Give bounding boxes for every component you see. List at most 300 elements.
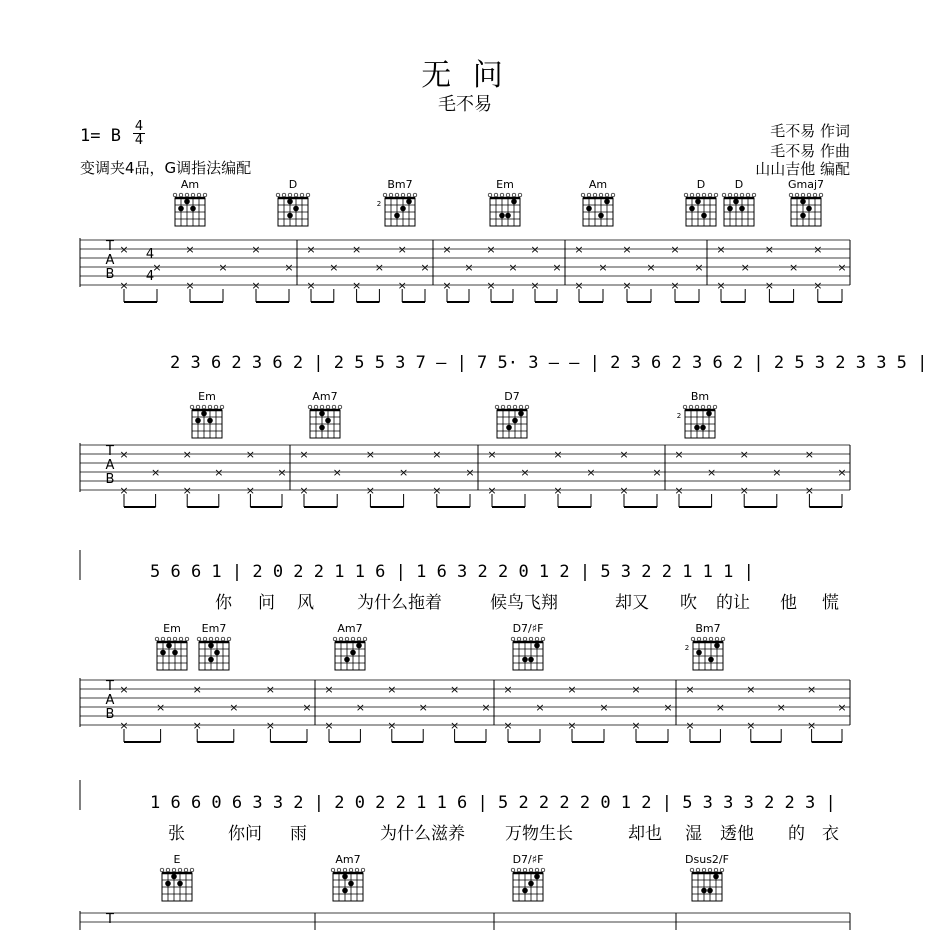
finger-dot (714, 643, 720, 649)
open-string-marker (383, 193, 387, 197)
tab-time-bottom: 4 (145, 269, 155, 284)
finger-dot (184, 199, 190, 205)
tab-mute-x: × (740, 261, 750, 274)
open-string-marker (300, 193, 304, 197)
chord-diagram (377, 178, 417, 226)
finger-dot (342, 874, 348, 880)
open-string-marker (541, 868, 545, 872)
open-string-marker (507, 405, 511, 409)
tab-letter: B (105, 267, 115, 282)
finger-dot (190, 206, 196, 212)
tab-mute-x: × (299, 448, 309, 461)
open-string-marker (173, 193, 177, 197)
tab-mute-x: × (631, 719, 641, 732)
tab-mute-x: × (265, 683, 276, 696)
open-string-marker (214, 405, 218, 409)
tab-mute-x: × (351, 279, 362, 292)
open-string-marker (166, 868, 170, 872)
chord-name: Am (180, 178, 200, 191)
finger-dot (165, 881, 171, 887)
tab-mute-x: × (398, 466, 409, 479)
tab-mute-x: × (837, 466, 847, 479)
open-string-marker (338, 405, 342, 409)
open-string-marker (355, 868, 359, 872)
tab-mute-x: × (746, 683, 756, 696)
open-string-marker (500, 193, 504, 197)
open-string-marker (819, 193, 823, 197)
finger-dot (708, 657, 714, 663)
open-string-marker (190, 868, 194, 872)
finger-dot (701, 213, 707, 219)
open-string-marker (690, 193, 694, 197)
finger-dot (512, 418, 518, 424)
open-string-marker (721, 637, 725, 641)
finger-dot (534, 643, 540, 649)
tab-mute-x: × (670, 243, 680, 256)
tab-letter: T (106, 444, 114, 459)
finger-dot (800, 199, 806, 205)
open-string-marker (708, 193, 712, 197)
chord-name: Am (588, 178, 608, 191)
tab-mute-x: × (670, 279, 680, 292)
open-string-marker (695, 405, 699, 409)
credit-arranger: 山山吉他 编配 (755, 160, 850, 178)
tab-letter: T (106, 679, 114, 694)
finger-dot (499, 213, 505, 219)
tab-mute-x: × (619, 448, 629, 461)
lyric-text: 为什么滋养 (380, 824, 465, 844)
finger-dot (325, 418, 331, 424)
open-string-marker (696, 193, 700, 197)
open-string-marker (191, 193, 195, 197)
finger-dot (356, 643, 362, 649)
finger-dot (800, 213, 806, 219)
open-string-marker (227, 637, 231, 641)
finger-dot (214, 650, 220, 656)
finger-dot (689, 206, 695, 212)
chord-fret-number: 2 (676, 412, 682, 420)
open-string-marker (339, 637, 343, 641)
open-string-marker (333, 637, 337, 641)
finger-dot (344, 657, 350, 663)
finger-dot (806, 206, 812, 212)
lyric-text: 你问 (228, 824, 262, 844)
open-string-marker (715, 637, 719, 641)
finger-dot (319, 425, 325, 431)
tab-mute-x: × (652, 466, 662, 479)
finger-dot (604, 199, 610, 205)
chord-name: Am7 (337, 622, 363, 635)
open-string-marker (160, 868, 164, 872)
tab-mute-x: × (535, 701, 545, 714)
open-string-marker (326, 405, 330, 409)
tab-mute-x: × (567, 719, 577, 732)
tab-mute-x: × (804, 484, 815, 497)
chord-diagram (197, 622, 231, 670)
tab-mute-x: × (694, 261, 704, 274)
open-string-marker (684, 193, 688, 197)
open-string-marker (683, 405, 687, 409)
open-string-marker (511, 868, 515, 872)
tab-mute-x: × (119, 243, 129, 256)
chord-diagram (511, 853, 545, 901)
tab-mute-x: × (119, 279, 129, 292)
open-string-marker (332, 405, 336, 409)
finger-dot (400, 206, 406, 212)
tab-mute-x: × (739, 448, 749, 461)
tab-mute-x: × (119, 683, 129, 696)
open-string-marker (407, 193, 411, 197)
lyric-text: 为什么拖着 (357, 593, 442, 613)
tab-mute-x: × (685, 683, 695, 696)
chord-name: Am7 (312, 390, 338, 403)
tab-mute-x: × (716, 243, 726, 256)
lyric-text: 风 (297, 593, 314, 613)
finger-dot (518, 411, 524, 417)
open-string-marker (517, 637, 521, 641)
tab-mute-x: × (119, 484, 129, 497)
open-string-marker (605, 193, 609, 197)
open-string-marker (288, 193, 292, 197)
tab-mute-x: × (487, 484, 497, 497)
tab-mute-x: × (503, 683, 513, 696)
chord-name: D (288, 178, 298, 191)
open-string-marker (518, 193, 522, 197)
tab-letter: A (105, 458, 115, 473)
tab-mute-x: × (706, 466, 717, 479)
lyric-text: 慌 (822, 593, 839, 613)
tab-mute-x: × (251, 279, 261, 292)
tab-mute-x: × (685, 719, 695, 732)
tab-mute-x: × (332, 466, 342, 479)
open-string-marker (221, 637, 225, 641)
tab-mute-x: × (324, 719, 334, 732)
chord-name: Em (163, 622, 181, 635)
tab-mute-x: × (365, 484, 376, 497)
tab-mute-x: × (374, 261, 385, 274)
tab-mute-x: × (302, 701, 312, 714)
chord-diagram (173, 178, 207, 226)
tab-letter: T (106, 239, 114, 254)
tab-letter: A (105, 693, 115, 708)
tab-mute-x: × (152, 261, 162, 274)
open-string-marker (535, 868, 539, 872)
tab-mute-x: × (619, 484, 629, 497)
song-title: 无 问 (421, 58, 509, 93)
chord-name: Dsus2/F (685, 853, 729, 866)
tab-mute-x: × (192, 719, 202, 732)
tab-mute-x: × (622, 243, 632, 256)
time-sig-top: 4 (134, 119, 144, 134)
open-string-marker (361, 868, 365, 872)
tab-mute-x: × (218, 261, 228, 274)
tab-mute-x: × (764, 243, 775, 256)
tab-mute-x: × (449, 683, 460, 696)
finger-dot (522, 888, 528, 894)
open-string-marker (349, 868, 353, 872)
tab-mute-x: × (365, 448, 376, 461)
tab-mute-x: × (214, 466, 224, 479)
tab-mute-x: × (764, 279, 775, 292)
open-string-marker (197, 637, 201, 641)
song-artist: 毛不易 (438, 94, 492, 115)
open-string-marker (529, 868, 533, 872)
tab-mute-x: × (837, 261, 847, 274)
open-string-marker (203, 637, 207, 641)
finger-dot (172, 650, 178, 656)
tab-mute-x: × (806, 683, 817, 696)
tab-mute-x: × (185, 279, 195, 292)
finger-dot (534, 874, 540, 880)
chord-name: E (173, 853, 181, 866)
finger-dot (208, 657, 214, 663)
finger-dot (586, 206, 592, 212)
tab-mute-x: × (418, 701, 428, 714)
open-string-marker (696, 868, 700, 872)
open-string-marker (746, 193, 750, 197)
finger-dot (505, 213, 511, 219)
open-string-marker (789, 193, 793, 197)
open-string-marker (314, 405, 318, 409)
tab-mute-x: × (598, 261, 608, 274)
tab-mute-x: × (442, 279, 452, 292)
tab-mute-x: × (306, 279, 316, 292)
chord-diagram (684, 178, 718, 226)
chord-diagram (788, 178, 824, 226)
open-string-marker (525, 405, 529, 409)
chord-diagram (308, 390, 342, 438)
open-string-marker (513, 405, 517, 409)
tab-mute-x: × (553, 484, 563, 497)
chord-name: D (734, 178, 744, 191)
lyric-text: 张 (168, 824, 185, 844)
chord-name: Em (496, 178, 514, 191)
open-string-marker (519, 405, 523, 409)
finger-dot (528, 881, 534, 887)
finger-dot (406, 199, 412, 205)
tab-mute-x: × (674, 448, 684, 461)
tab-mute-x: × (481, 701, 491, 714)
open-string-marker (702, 868, 706, 872)
lyric-text: 问 (258, 593, 275, 613)
tab-mute-x: × (776, 701, 786, 714)
chord-name: Bm7 (387, 178, 413, 191)
tab-mute-x: × (229, 701, 239, 714)
tab-mute-x: × (520, 466, 530, 479)
chord-diagram (333, 622, 367, 670)
chord-diagram (488, 178, 522, 226)
open-string-marker (529, 637, 533, 641)
finger-dot (342, 888, 348, 894)
open-string-marker (179, 637, 183, 641)
open-string-marker (155, 637, 159, 641)
chord-diagram (685, 853, 729, 901)
finger-dot (178, 206, 184, 212)
open-string-marker (581, 193, 585, 197)
open-string-marker (294, 193, 298, 197)
open-string-marker (691, 637, 695, 641)
open-string-marker (494, 193, 498, 197)
lyric-text: 你 (215, 593, 232, 613)
chord-diagram (722, 178, 756, 226)
finger-dot (727, 206, 733, 212)
numbered-notation-row: 2 3 6 2 3 6 2 | 2 5 5 3 7 – | 7 5· 3 – – | 2 3 6 2 3 6 2 | 2 5 3 2 3 3 5 | (170, 353, 928, 373)
tab-letter: B (105, 707, 115, 722)
tab-letter: B (105, 472, 115, 487)
chord-name: D7/♯F (512, 622, 544, 635)
tab-mute-x: × (245, 484, 256, 497)
open-string-marker (196, 405, 200, 409)
finger-dot (394, 213, 400, 219)
tab-mute-x: × (150, 466, 161, 479)
chord-name: Em7 (201, 622, 227, 635)
open-string-marker (703, 637, 707, 641)
finger-dot (207, 418, 213, 424)
tab-mute-x: × (284, 261, 294, 274)
tab-mute-x: × (449, 719, 460, 732)
finger-dot (695, 199, 701, 205)
lyric-text: 却也 (628, 824, 662, 844)
open-string-marker (184, 868, 188, 872)
capo-note: 变调夹4品，G调指法编配 (80, 159, 252, 177)
open-string-marker (697, 637, 701, 641)
tab-mute-x: × (192, 683, 202, 696)
tab-mute-x: × (119, 719, 129, 732)
tab-mute-x: × (355, 701, 366, 714)
open-string-marker (331, 868, 335, 872)
tab-mute-x: × (465, 466, 475, 479)
open-string-marker (801, 193, 805, 197)
open-string-marker (523, 637, 527, 641)
tab-mute-x: × (553, 448, 563, 461)
open-string-marker (701, 405, 705, 409)
lyric-text: 湿 (685, 824, 702, 844)
numbered-notation-row: 5 6 6 1 | 2 0 2 2 1 1 6 | 1 6 3 2 2 0 1 2 | 5 3 2 2 1 1 1 | (150, 562, 754, 582)
open-string-marker (813, 193, 817, 197)
tab-mute-x: × (574, 243, 584, 256)
tab-mute-x: × (487, 448, 497, 461)
tab-mute-x: × (599, 701, 609, 714)
lyric-text: 的让 (716, 593, 750, 613)
finger-dot (293, 206, 299, 212)
tab-mute-x: × (746, 719, 756, 732)
tab-mute-x: × (574, 279, 584, 292)
finger-dot (528, 657, 534, 663)
open-string-marker (308, 405, 312, 409)
tab-time-top: 4 (145, 247, 155, 262)
tab-mute-x: × (387, 683, 397, 696)
lyric-text: 的 (788, 824, 805, 844)
finger-dot (287, 199, 293, 205)
tab-mute-x: × (387, 719, 397, 732)
lyric-text: 万物生长 (505, 824, 573, 844)
tab-mute-x: × (622, 279, 632, 292)
tab-mute-x: × (155, 701, 166, 714)
open-string-marker (185, 637, 189, 641)
open-string-marker (690, 868, 694, 872)
open-string-marker (389, 193, 393, 197)
open-string-marker (702, 193, 706, 197)
finger-dot (707, 888, 713, 894)
open-string-marker (709, 637, 713, 641)
chord-diagram (155, 622, 189, 670)
chord-name: Em (198, 390, 216, 403)
finger-dot (701, 888, 707, 894)
lyric-text: 他 (780, 593, 797, 613)
lyric-text: 却又 (615, 593, 649, 613)
chord-diagram (190, 390, 224, 438)
open-string-marker (512, 193, 516, 197)
open-string-marker (282, 193, 286, 197)
open-string-marker (708, 868, 712, 872)
tab-mute-x: × (251, 243, 261, 256)
chord-diagram (276, 178, 310, 226)
open-string-marker (363, 637, 367, 641)
open-string-marker (413, 193, 417, 197)
tab-mute-x: × (185, 243, 195, 256)
open-string-marker (320, 405, 324, 409)
open-string-marker (752, 193, 756, 197)
lyric-text: 吹 (680, 593, 697, 613)
open-string-marker (501, 405, 505, 409)
open-string-marker (722, 193, 726, 197)
open-string-marker (689, 405, 693, 409)
finger-dot (706, 411, 712, 417)
open-string-marker (173, 637, 177, 641)
tab-mute-x: × (324, 683, 334, 696)
open-string-marker (178, 868, 182, 872)
open-string-marker (523, 868, 527, 872)
open-string-marker (713, 405, 717, 409)
open-string-marker (306, 193, 310, 197)
open-string-marker (488, 193, 492, 197)
chord-fret-number: 2 (376, 200, 382, 208)
chord-name: D7/♯F (512, 853, 544, 866)
tab-mute-x: × (813, 243, 823, 256)
tab-mute-x: × (567, 683, 577, 696)
tab-mute-x: × (663, 701, 673, 714)
open-string-marker (599, 193, 603, 197)
tab-mute-x: × (265, 719, 276, 732)
finger-dot (201, 411, 207, 417)
tab-mute-x: × (351, 243, 362, 256)
tab-mute-x: × (508, 261, 518, 274)
chord-name: Bm (690, 390, 710, 403)
open-string-marker (190, 405, 194, 409)
open-string-marker (611, 193, 615, 197)
open-string-marker (587, 193, 591, 197)
tab-mute-x: × (716, 279, 726, 292)
tab-mute-x: × (530, 279, 540, 292)
open-string-marker (541, 637, 545, 641)
open-string-marker (276, 193, 280, 197)
tab-mute-x: × (837, 701, 847, 714)
tab-mute-x: × (772, 466, 782, 479)
open-string-marker (707, 405, 711, 409)
finger-dot (350, 650, 356, 656)
finger-dot (177, 881, 183, 887)
lyric-text: 雨 (290, 824, 307, 844)
chord-diagram (495, 390, 529, 438)
chord-name: D7 (504, 390, 520, 403)
lyric-text: 衣 (822, 824, 839, 844)
chord-name: D (696, 178, 706, 191)
tab-mute-x: × (806, 719, 817, 732)
open-string-marker (351, 637, 355, 641)
finger-dot (506, 425, 512, 431)
open-string-marker (209, 637, 213, 641)
tab-mute-x: × (182, 484, 192, 497)
